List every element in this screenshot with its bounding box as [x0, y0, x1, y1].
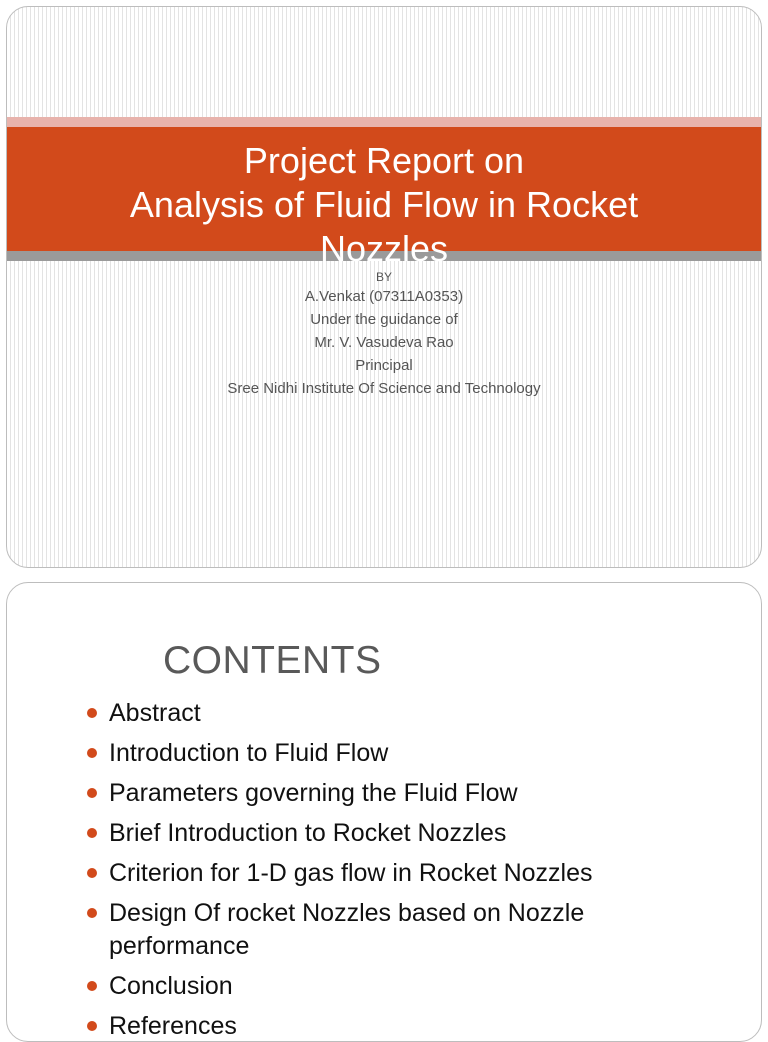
author-name: A.Venkat (07311A0353) — [304, 288, 464, 305]
subtitle-block — [7, 269, 761, 400]
bullet-icon — [87, 908, 97, 918]
list-item-text: Conclusion — [109, 972, 233, 1000]
bullet-icon — [87, 1021, 97, 1031]
list-item-text: Design Of rocket Nozzles based on Nozzle performance — [109, 899, 585, 960]
title-band-top-stripe — [7, 117, 761, 127]
title-line-3: Nozzles — [319, 228, 449, 269]
by-label: BY — [375, 270, 392, 284]
list-item — [7, 817, 669, 850]
bullet-icon — [87, 788, 97, 798]
bullet-icon — [87, 828, 97, 838]
guide-role: Principal — [355, 357, 413, 374]
list-item-text: Parameters governing the Fluid Flow — [109, 779, 518, 807]
list-item — [7, 897, 669, 963]
bullet-icon — [87, 981, 97, 991]
title-line-1: Project Report on — [243, 140, 525, 181]
bullet-icon — [87, 708, 97, 718]
contents-list — [7, 697, 669, 1042]
list-item-text: Abstract — [109, 699, 201, 727]
list-item-text: Brief Introduction to Rocket Nozzles — [109, 819, 507, 847]
bullet-icon — [87, 748, 97, 758]
contents-slide — [6, 582, 762, 1042]
contents-heading: CONTENTS — [163, 639, 382, 682]
list-item — [7, 697, 669, 730]
guidance-label: Under the guidance of — [310, 311, 458, 328]
bullet-icon — [87, 868, 97, 878]
list-item — [7, 857, 669, 890]
list-item-text: Introduction to Fluid Flow — [109, 739, 389, 767]
list-item — [7, 970, 669, 1003]
list-item — [7, 737, 669, 770]
list-item-text: Criterion for 1-D gas flow in Rocket Nozzles — [109, 859, 593, 887]
list-item-text: References — [109, 1012, 237, 1040]
list-item — [7, 1010, 669, 1042]
title-line-2: Analysis of Fluid Flow in Rocket — [129, 184, 639, 225]
list-item — [7, 777, 669, 810]
title-slide — [6, 6, 762, 568]
institute-name: Sree Nidhi Institute Of Science and Technology — [227, 380, 541, 397]
guide-name: Mr. V. Vasudeva Rao — [314, 334, 454, 351]
slide-title — [7, 139, 761, 271]
